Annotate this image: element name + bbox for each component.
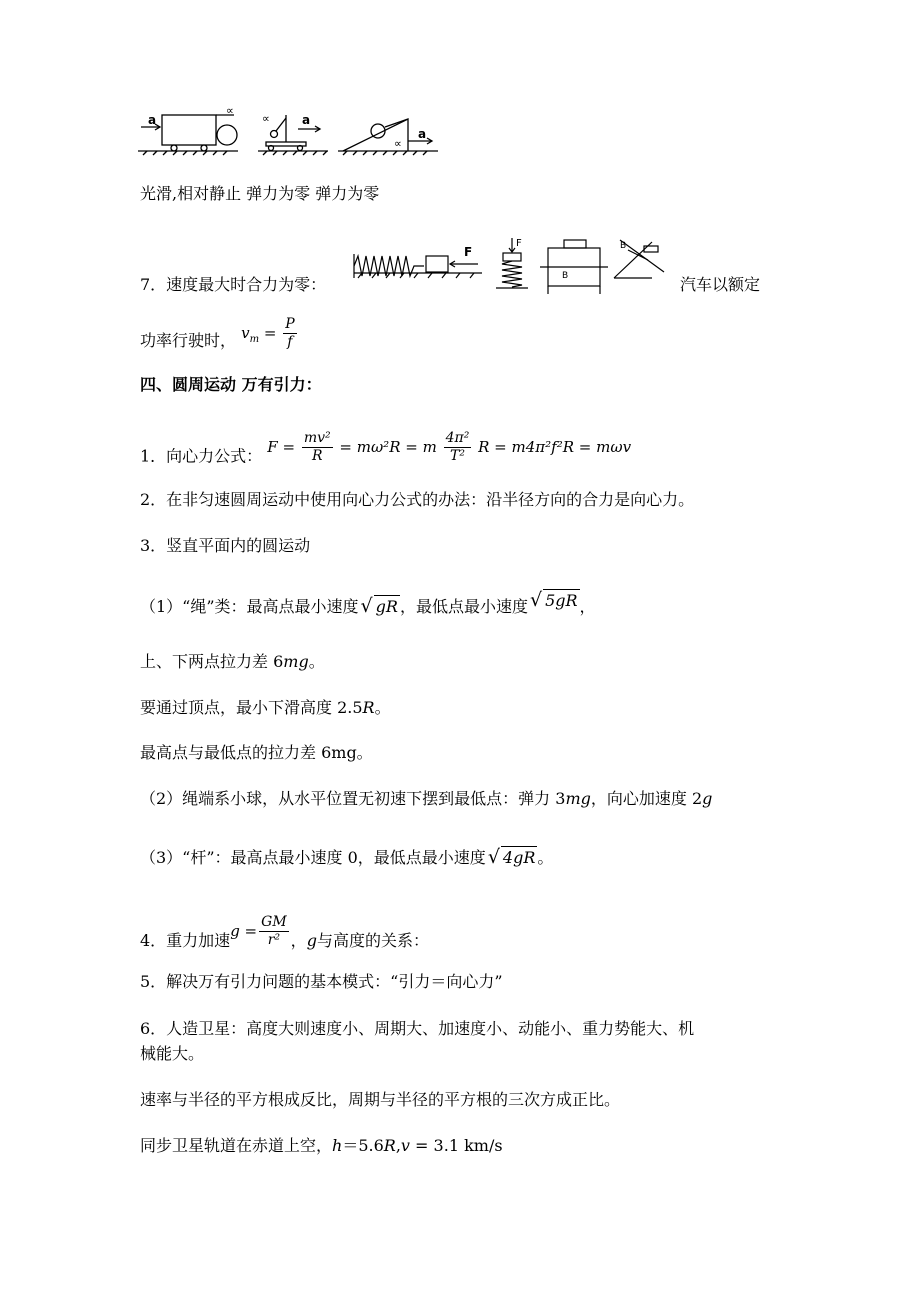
ball-line: （2）绳端系小球，从水平位置无初速下摆到最低点：弹力 3mg，向心加速度 2g bbox=[140, 789, 713, 808]
sqrt-4gR: 4gR bbox=[502, 848, 536, 867]
vm-formula: $v_m$ = bbox=[241, 324, 282, 345]
item7-label-B2: B bbox=[620, 241, 627, 251]
label-alpha1: ∝ bbox=[226, 105, 234, 117]
label-a1: a bbox=[148, 113, 157, 127]
tension-diff-6mg: 最高点与最低点的拉力差 6mg。 bbox=[140, 743, 373, 762]
item7-suffix: 汽车以额定 bbox=[680, 275, 761, 294]
top-figures bbox=[138, 105, 443, 160]
label-a3: a bbox=[418, 127, 427, 141]
item2: 2．在非匀速圆周运动中使用向心力公式的办法：沿半径方向的合力是向心力。 bbox=[140, 490, 695, 509]
item1-prefix: 1．向心力公式： bbox=[140, 446, 263, 466]
item3: 3．竖直平面内的圆运动 bbox=[140, 536, 311, 555]
P-over-f: $\frac{P}{f}$ bbox=[285, 316, 295, 350]
item7-line2 bbox=[140, 316, 299, 359]
figures-caption: 光滑,相对静止 弹力为零 弹力为零 bbox=[140, 184, 380, 203]
rope-line: （1）“绳”类：最高点最小速度 √ gR ，最低点最小速度 √ 5gR ， bbox=[140, 589, 596, 617]
rod-line: （3）“杆”：最高点最小速度 0，最低点最小速度 √ 4gR 。 bbox=[140, 846, 554, 868]
ratio-line: 速率与半径的平方根成反比，周期与半径的平方根的三次方成正比。 bbox=[140, 1090, 621, 1109]
label-alpha3: ∝ bbox=[394, 137, 402, 150]
item1 bbox=[140, 430, 632, 475]
item5: 5．解决万有引力问题的基本模式：“引力＝向心力” bbox=[140, 972, 503, 991]
sqrt-5gR: 5gR bbox=[545, 591, 578, 610]
label-alpha2: ∝ bbox=[262, 112, 270, 125]
item6-line1: 6．人造卫星：高度大则速度小、周期大、加速度小、动能小、重力势能大、机 bbox=[140, 1019, 695, 1038]
pass-top-line: 要通过顶点，最小下滑高度 2.5R。 bbox=[140, 698, 391, 717]
item7-label-B1: B bbox=[562, 271, 569, 281]
item7-label-F1: F bbox=[464, 245, 473, 259]
item7-label-F2: F bbox=[516, 238, 522, 249]
item7-figures bbox=[352, 236, 674, 296]
item7-prefix: 7．速度最大时合力为零： bbox=[140, 275, 327, 294]
label-a2: a bbox=[302, 113, 311, 127]
item4: 4．重力加速g = $\frac{GM}{\text{r²}}$ ，g与高度的关系： bbox=[140, 914, 429, 950]
section4-title: 四、圆周运动 万有引力： bbox=[140, 375, 322, 394]
sync-line: 同步卫星轨道在赤道上空，h＝5.6R,v = 3.1 km/s bbox=[140, 1136, 503, 1155]
centripetal-formula: F = $\frac{\text{mv²}}{R}$ = mω²R = m $\frac{\text{4π²}}{\text{T²}}$ R = m4π²f²R = mωv bbox=[267, 430, 632, 464]
sqrt-gR: gR bbox=[375, 597, 398, 616]
item7-line2-prefix: 功率行驶时， bbox=[140, 331, 237, 350]
item6-line2: 械能大。 bbox=[140, 1044, 205, 1063]
tension-diff-line: 上、下两点拉力差 6mg。 bbox=[140, 652, 325, 671]
